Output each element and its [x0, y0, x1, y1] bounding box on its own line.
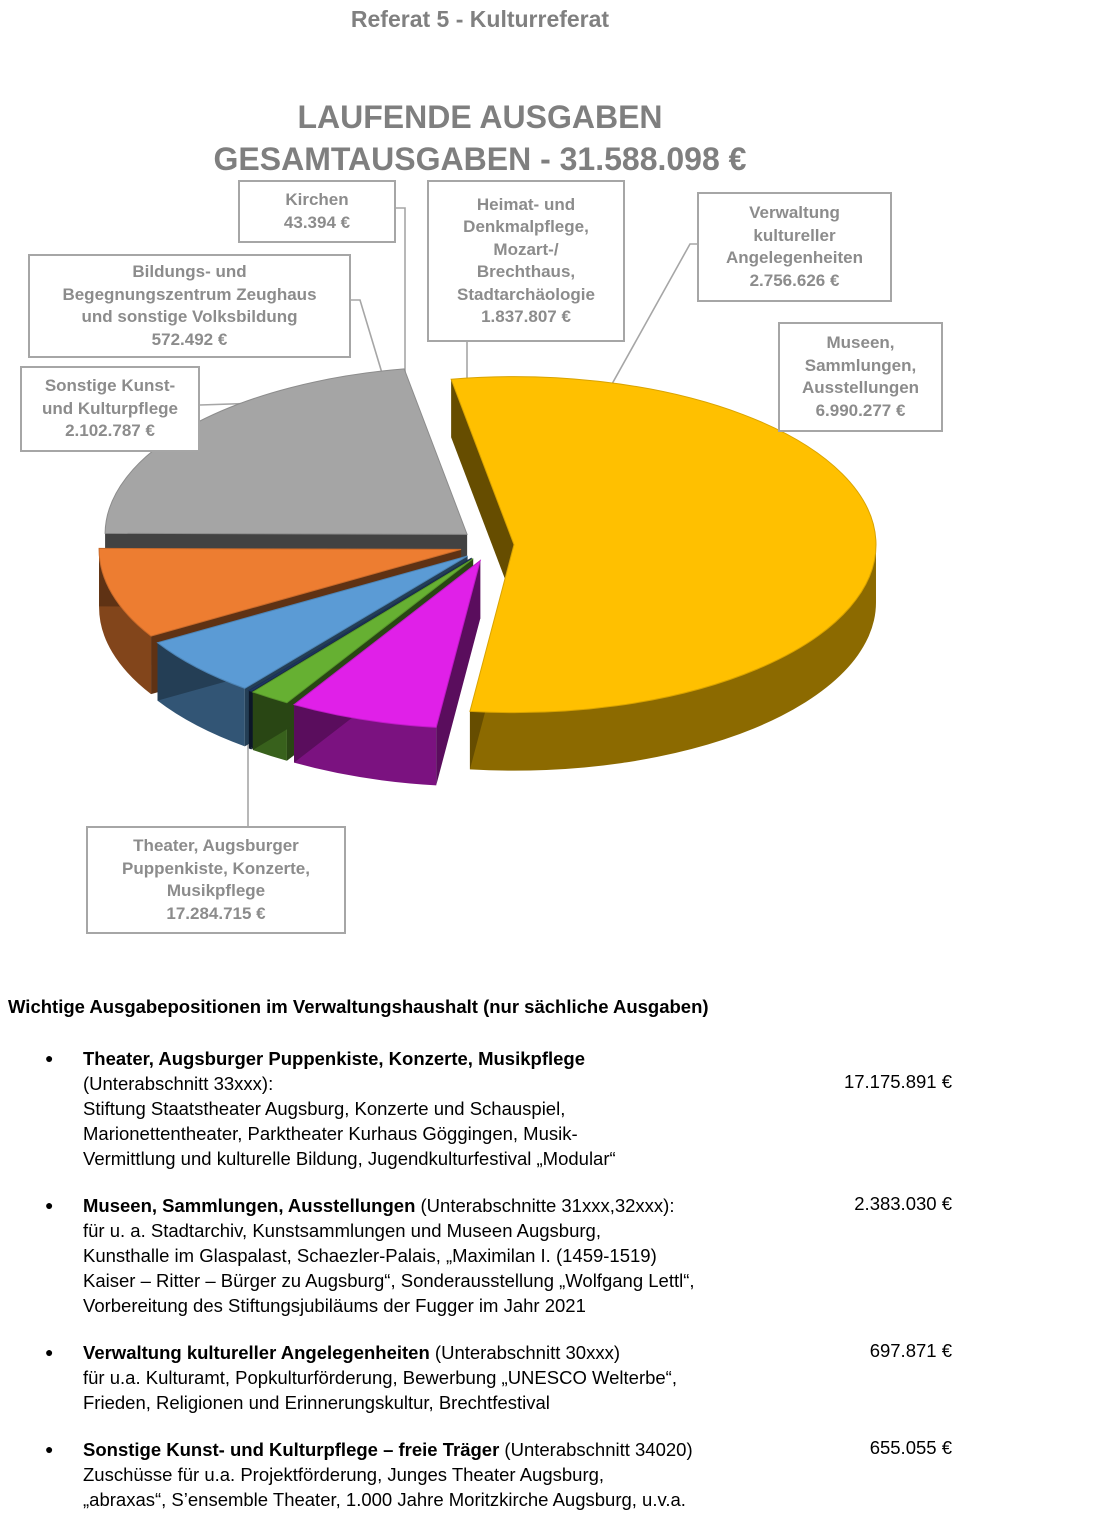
expense-item-heading — [83, 1046, 823, 1071]
callout-0-line-1: Puppenkiste, Konzerte, — [122, 858, 310, 878]
expense-item-title: Museen, Sammlungen, Ausstellungen — [83, 1195, 416, 1216]
expense-item — [0, 1193, 1100, 1318]
bullet-icon: ● — [45, 1050, 54, 1066]
expense-item-description: Kunsthalle im Glaspalast, Schaezler-Palais, „Maximilan I. (1459-1519) — [83, 1245, 657, 1266]
callout-4 — [427, 180, 625, 342]
expense-item-heading — [83, 1340, 823, 1365]
expense-item-description: Kaiser – Ritter – Bürger zu Augsburg“, Sonderausstellung „Wolfgang Lettl“, — [83, 1270, 695, 1291]
expense-item-heading — [83, 1437, 823, 1462]
callout-4-line-1: Denkmalpflege, — [463, 217, 589, 236]
callout-2-line-2: und sonstige Volksbildung — [81, 307, 298, 326]
callout-5-line-1: kultureller — [753, 225, 836, 245]
callout-0-line-2: Musikpflege — [166, 881, 266, 900]
callout-4-line-0: Heimat- und — [476, 194, 576, 214]
callout-6 — [778, 322, 943, 432]
callout-6-line-3: 6.990.277 € — [815, 400, 906, 420]
expense-item-text — [83, 1046, 823, 1171]
callout-1-line-1: und Kulturpflege — [42, 398, 178, 418]
callout-1-line-0: Sonstige Kunst- — [44, 376, 176, 396]
page-header: Referat 5 - Kulturreferat — [350, 6, 610, 32]
callout-3-line-0: Kirchen — [285, 190, 349, 209]
chart-subtitle: GESAMTAUSGABEN - 31.588.098 € — [213, 141, 747, 177]
callout-0-line-0: Theater, Augsburger — [133, 836, 299, 855]
expense-item — [0, 1046, 1100, 1171]
chart-title: LAUFENDE AUSGABEN — [297, 99, 663, 135]
callout-3-line-1: 43.394 € — [283, 212, 351, 232]
expense-item-text — [83, 1437, 823, 1512]
callout-5-line-2: Angelegenheiten — [726, 248, 863, 267]
expense-item-subsection: (Unterabschnitte 31xxx,32xxx): — [415, 1195, 675, 1216]
expense-items-list — [0, 1046, 1100, 1534]
expense-item — [0, 1437, 1100, 1512]
expense-item — [0, 1340, 1100, 1415]
expense-item-subsection: (Unterabschnitt 33xxx): — [83, 1073, 274, 1094]
expense-item-description: Frieden, Religionen und Erinnerungskultur, Brechtfestival — [83, 1392, 550, 1413]
callout-6-line-1: Sammlungen, — [804, 355, 917, 375]
expense-item-amount: 2.383.030 € — [854, 1193, 952, 1214]
callout-1 — [20, 366, 200, 452]
expense-item-description: Zuschüsse für u.a. Projektförderung, Junges Theater Augsburg, — [83, 1464, 605, 1485]
callout-6-line-0: Museen, — [826, 333, 895, 352]
callout-1-line-2: 2.102.787 € — [65, 421, 155, 441]
expense-item-title: Theater, Augsburger Puppenkiste, Konzerte, Musikpflege — [83, 1048, 585, 1069]
callout-2 — [28, 254, 351, 358]
expense-item-amount: 697.871 € — [869, 1340, 952, 1361]
expense-item-subsection: (Unterabschnitt 34020) — [499, 1439, 693, 1460]
expense-item-description: Vorbereitung des Stiftungsjubiläums der Fugger im Jahr 2021 — [83, 1295, 586, 1316]
callout-5-line-3: 2.756.626 € — [749, 270, 840, 290]
leader-line-2 — [351, 300, 385, 383]
expense-item-heading — [83, 1193, 823, 1218]
callout-2-line-0: Bildungs- und — [132, 262, 247, 281]
expense-item-description: für u. a. Stadtarchiv, Kunstsammlungen und Museen Augsburg, — [83, 1220, 601, 1241]
callout-4-line-4: Stadtarchäologie — [457, 284, 595, 304]
callout-5-line-0: Verwaltung — [749, 203, 840, 222]
callout-0-line-3: 17.284.715 € — [166, 903, 266, 923]
expense-item-description: Vermittlung und kulturelle Bildung, Jugendkulturfestival „Modular“ — [83, 1148, 616, 1169]
expense-item-description: für u.a. Kulturamt, Popkulturförderung, Bewerbung „UNESCO Welterbe“, — [83, 1367, 677, 1388]
pie-slices — [99, 369, 876, 785]
expense-item-description: Marionettentheater, Parktheater Kurhaus Göggingen, Musik- — [83, 1123, 578, 1144]
expense-item-text — [83, 1193, 823, 1318]
expense-item-title: Sonstige Kunst- und Kulturpflege – freie Träger — [83, 1439, 500, 1460]
bullet-icon: ● — [45, 1441, 54, 1457]
leader-line-3 — [396, 208, 405, 380]
expense-item-title: Verwaltung kultureller Angelegenheiten — [83, 1342, 430, 1363]
callout-3 — [238, 180, 396, 243]
expense-item-description: „abraxas“, S’ensemble Theater, 1.000 Jahre Moritzkirche Augsburg, u.v.a. — [83, 1489, 686, 1510]
callout-5 — [697, 192, 892, 302]
expense-item-amount: 655.055 € — [869, 1437, 952, 1458]
callout-0 — [86, 826, 346, 934]
callout-4-line-3: Brechthaus, — [476, 262, 576, 281]
callout-4-line-2: Mozart-/ — [493, 239, 559, 259]
expense-item-subsection: (Unterabschnitt 30xxx) — [429, 1342, 620, 1363]
section-title: Wichtige Ausgabepositionen im Verwaltungshaushalt (nur sächliche Ausgaben) — [8, 996, 709, 1017]
expense-item-description: Stiftung Staatstheater Augsburg, Konzerte und Schauspiel, — [83, 1098, 566, 1119]
expense-item-text — [83, 1340, 823, 1415]
callout-6-line-2: Ausstellungen — [801, 378, 920, 397]
callout-4-line-5: 1.837.807 € — [481, 307, 571, 326]
bullet-icon: ● — [45, 1197, 54, 1213]
bullet-icon: ● — [45, 1344, 54, 1360]
callout-2-line-3: 572.492 € — [151, 329, 228, 349]
expense-item-amount: 17.175.891 € — [843, 1071, 952, 1092]
callout-2-line-1: Begegnungszentrum Zeughaus — [62, 284, 317, 304]
